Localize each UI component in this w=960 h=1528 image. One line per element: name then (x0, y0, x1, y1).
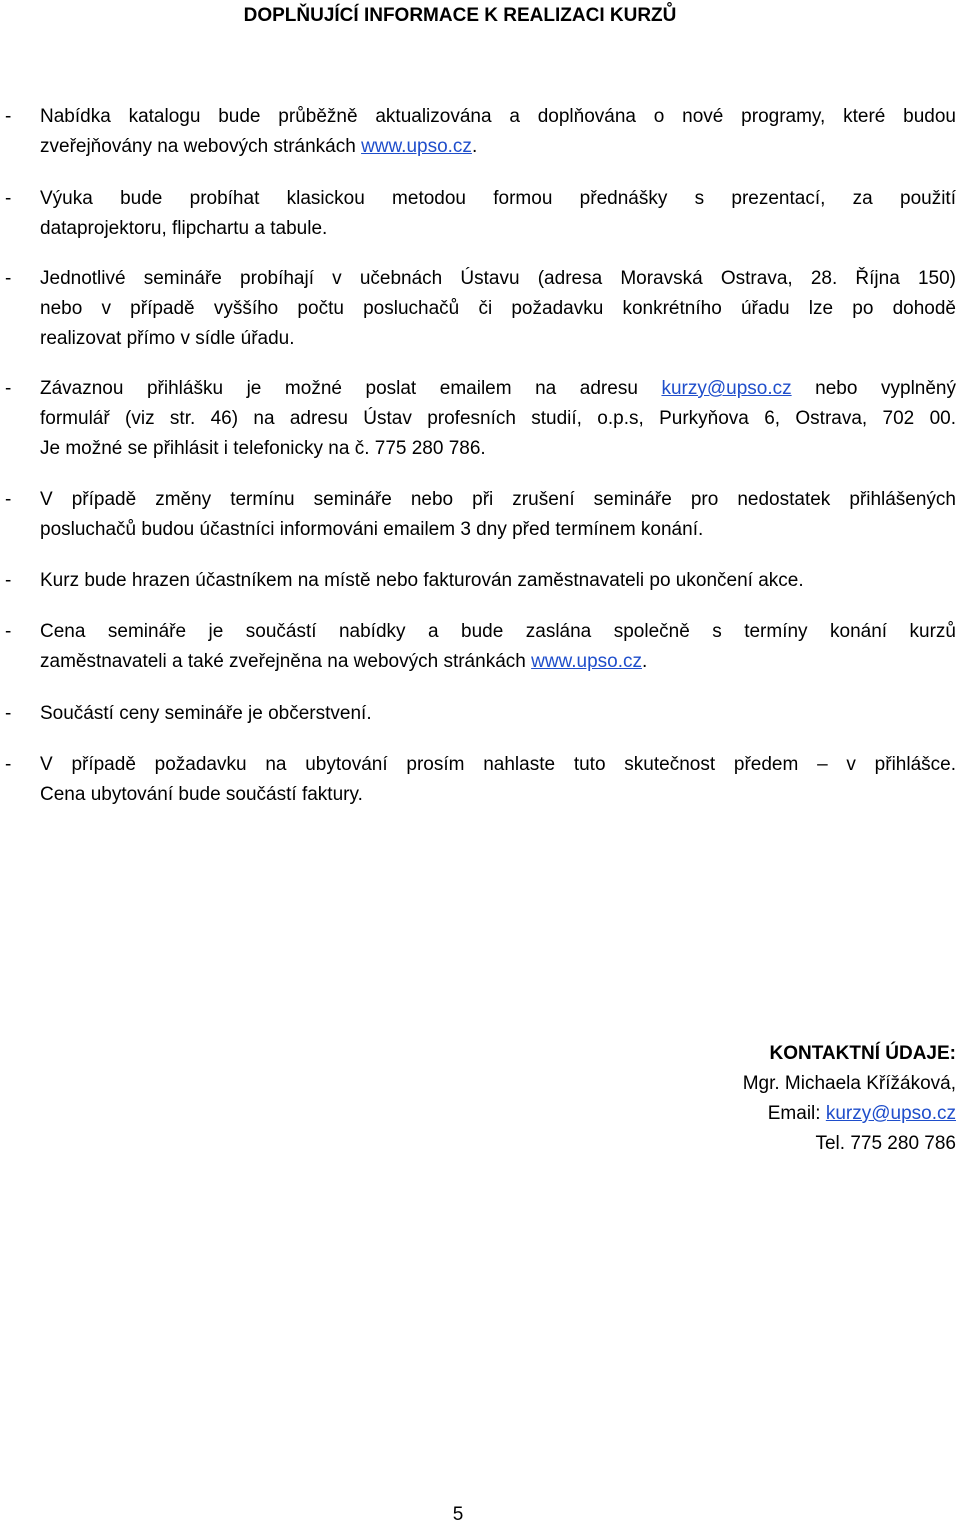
list-item-text (40, 750, 956, 810)
list-bullet: - (5, 754, 12, 775)
list-bullet: - (5, 106, 12, 127)
text-line: Kurz bude hrazen účastníkem na místě nebo fakturován zaměstnavateli po ukončení akce. (40, 570, 804, 591)
list-bullet: - (5, 621, 12, 642)
text-line: formulář (viz str. 46) na adresu Ústav profesních studií, o.p.s, Purkyňova 6, Ostrava, 702 00. (40, 408, 956, 429)
text-fragment: nebo vyplněný (791, 378, 956, 399)
list-item-text (40, 699, 956, 729)
website-link[interactable]: www.upso.cz (361, 136, 472, 157)
list-item-text (40, 374, 956, 464)
list-bullet: - (5, 188, 12, 209)
list-item-text (40, 617, 956, 677)
text-fragment: zveřejňovány na webových stránkách (40, 136, 362, 157)
list-bullet: - (5, 489, 12, 510)
contact-phone: Tel. 775 280 786 (815, 1133, 956, 1154)
email-link[interactable]: kurzy@upso.cz (661, 378, 792, 399)
text-line: Cena ubytování bude součástí faktury. (40, 784, 363, 805)
contact-email-label: Email: (767, 1103, 826, 1124)
page-number: 5 (452, 1504, 464, 1525)
text-fragment: . (471, 136, 478, 157)
list-bullet: - (5, 378, 12, 399)
text-line: Součástí ceny semináře je občerstvení. (40, 703, 372, 724)
contact-email-line (743, 1099, 956, 1129)
text-line: dataprojektoru, flipchartu a tabule. (40, 218, 328, 239)
text-line: Výuka bude probíhat klasickou metodou formou přednášky s prezentací, za použití (40, 188, 956, 209)
text-fragment: Závaznou přihlášku je možné poslat emailem na adresu (40, 378, 662, 399)
list-bullet: - (5, 570, 12, 591)
contact-heading: KONTAKTNÍ ÚDAJE: (769, 1043, 956, 1064)
website-link[interactable]: www.upso.cz (531, 651, 642, 672)
list-item-text (40, 184, 956, 244)
text-line: Nabídka katalogu bude průběžně aktualizována a doplňována o nové programy, které budou (40, 106, 956, 127)
text-line (40, 132, 956, 162)
text-line (40, 374, 956, 404)
text-line (40, 647, 956, 677)
list-item-text (40, 264, 956, 354)
text-fragment: zaměstnavateli a také zveřejněna na webových stránkách (40, 651, 532, 672)
text-line: Je možné se přihlásit i telefonicky na č. 775 280 786. (40, 438, 486, 459)
text-line: nebo v případě vyššího počtu posluchačů či požadavku konkrétního úřadu lze po dohodě (40, 298, 956, 319)
text-line: Jednotlivé semináře probíhají v učebnách Ústavu (adresa Moravská Ostrava, 28. Října 150) (40, 268, 956, 289)
page-title: DOPLŇUJÍCÍ INFORMACE K REALIZACI KURZŮ (243, 5, 677, 26)
contact-email-link[interactable]: kurzy@upso.cz (825, 1103, 956, 1124)
list-item-text (40, 102, 956, 162)
text-line: realizovat přímo v sídle úřadu. (40, 328, 295, 349)
contact-block (743, 1039, 956, 1159)
list-bullet: - (5, 703, 12, 724)
text-line: V případě požadavku na ubytování prosím nahlaste tuto skutečnost předem – v přihlášce. (40, 754, 956, 775)
text-line: Cena semináře je součástí nabídky a bude zaslána společně s termíny konání kurzů (40, 621, 956, 642)
list-item-text (40, 485, 956, 545)
list-item-text (40, 566, 956, 596)
contact-name: Mgr. Michaela Křížáková, (742, 1073, 956, 1094)
text-line: V případě změny termínu semináře nebo při zrušení semináře pro nedostatek přihlášených (40, 489, 956, 510)
list-bullet: - (5, 268, 12, 289)
text-line: posluchačů budou účastníci informováni emailem 3 dny před termínem konání. (40, 519, 704, 540)
text-fragment: . (641, 651, 648, 672)
